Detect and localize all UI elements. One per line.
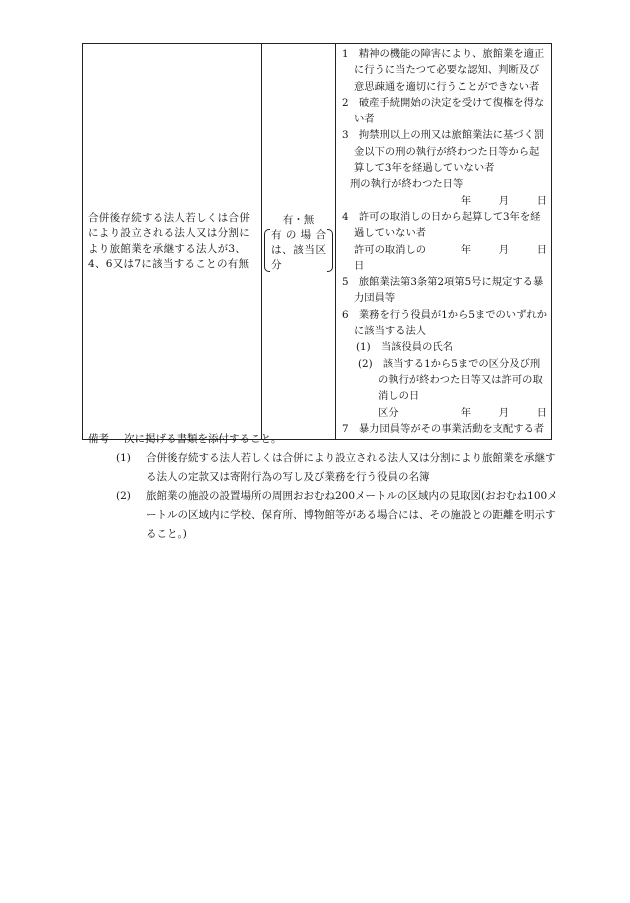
date-month: 月 bbox=[498, 406, 509, 419]
date-day: 日 bbox=[536, 406, 547, 419]
entry-6-2-date-row bbox=[342, 405, 547, 421]
answer-yes-no: 有・無 bbox=[282, 214, 315, 227]
entry-2: 2 破産手続開始の決定を受けて復権を得ない者 bbox=[342, 96, 545, 126]
date-day: 日 bbox=[536, 194, 547, 207]
entry-6-2-category-label: 区分 bbox=[378, 406, 399, 419]
item-label-cell bbox=[83, 44, 262, 440]
date-year: 年 bbox=[460, 194, 471, 207]
remark-number: (2) bbox=[116, 490, 131, 502]
entry-4-date-label: 許可の取消しの日 bbox=[354, 243, 427, 272]
remark-number: (1) bbox=[116, 452, 131, 464]
remarks-label: 備考 bbox=[88, 433, 109, 445]
entry-6: 6 業務を行う役員が1から5までのいずれかに該当する法人 bbox=[342, 308, 547, 338]
entry-5: 5 旅館業法第3条第2項第5号に規定する暴力団員等 bbox=[342, 276, 544, 305]
entry-3-date bbox=[342, 193, 547, 209]
disqualification-table bbox=[82, 43, 552, 440]
remarks-intro: 次に掲げる書類を添付すること。 bbox=[124, 433, 282, 445]
item-label: 合併後存続する法人若しくは合併により設立される法人又は分割により旅館業を承継する法人が3、4、6又は7に該当することの有無 bbox=[88, 211, 250, 271]
date-year: 年 bbox=[460, 406, 471, 419]
remarks-section bbox=[88, 430, 558, 544]
table-row bbox=[83, 44, 552, 440]
entry-6-1: (1) 当該役員の氏名 bbox=[356, 341, 453, 354]
date-month: 月 bbox=[498, 243, 509, 256]
entry-3: 3 拘禁刑以上の刑又は旅館業法に基づく罰金以下の刑の執行が終わつた日等から起算して3年を経過していない者 bbox=[342, 129, 545, 175]
entry-6-2: (2) 該当する1から5までの区分及び刑の執行が終わつた日等又は許可の取消しの日 bbox=[358, 357, 543, 403]
entry-4-date-row bbox=[342, 242, 547, 275]
date-month: 月 bbox=[498, 194, 509, 207]
entry-4: 4 許可の取消しの日から起算して3年を経過していない者 bbox=[342, 210, 541, 240]
date-day: 日 bbox=[536, 243, 547, 256]
entry-7: 7 暴力団員等がその事業活動を支配する者 bbox=[342, 422, 545, 435]
entries-cell bbox=[336, 44, 552, 440]
list-item bbox=[116, 487, 558, 544]
answer-bracket-note: 有の場合は、該当区分 bbox=[264, 228, 333, 273]
answer-cell bbox=[262, 44, 336, 440]
list-item bbox=[116, 449, 558, 487]
remark-text: 旅館業の施設の設置場所の周囲おおむね200メートルの区域内の見取図(おおむね100メートルの区域内に学校、保育所、博物館等がある場合には、その施設との距離を明示すること。) bbox=[146, 490, 558, 540]
remarks-heading bbox=[88, 430, 558, 449]
entry-1: 1 精神の機能の障害により、旅館業を適正に行うに当たつて必要な認知、判断及び意思疎通を適切に行うことができない者 bbox=[342, 48, 545, 93]
date-year: 年 bbox=[460, 243, 471, 256]
entry-3-date-label: 刑の執行が終わつた日等 bbox=[350, 178, 464, 191]
remark-text: 合併後存続する法人若しくは合併により設立される法人又は分割により旅館業を承継する法人の定款又は寄附行為の写し及び業務を行う役員の名簿 bbox=[146, 452, 556, 483]
